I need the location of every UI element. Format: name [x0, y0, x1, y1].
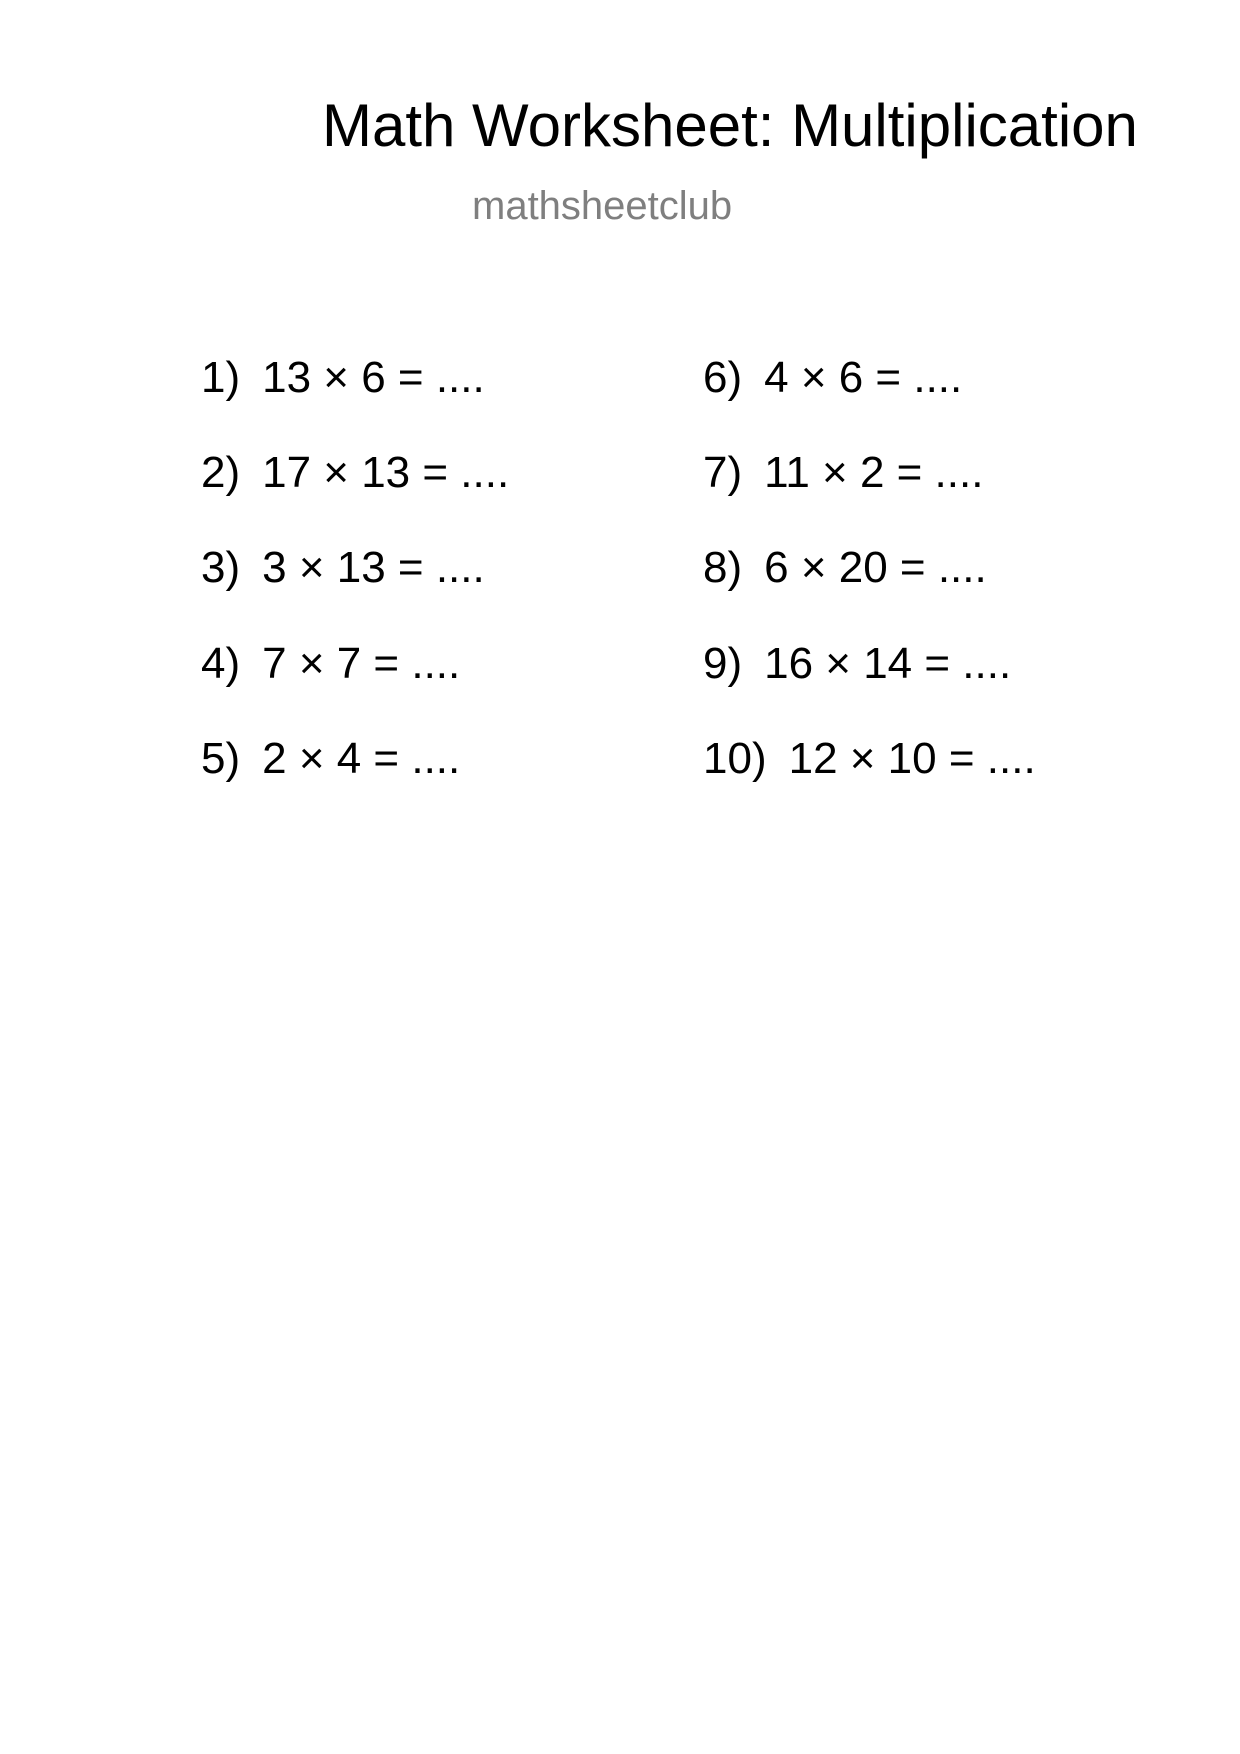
problem-item-2 [201, 448, 510, 497]
problem-expression: 13 × 6 = .... [262, 353, 485, 402]
problem-expression: 11 × 2 = .... [764, 448, 984, 497]
problem-expression: 3 × 13 = .... [262, 543, 485, 592]
problem-number: 3) [201, 543, 241, 592]
problem-number: 1) [201, 353, 241, 402]
problem-number: 7) [703, 448, 743, 497]
problem-item-5 [201, 734, 461, 783]
problem-item-4 [201, 639, 461, 688]
problem-expression: 6 × 20 = .... [764, 543, 987, 592]
problem-number: 4) [201, 639, 241, 688]
page-title: Math Worksheet: Multiplication [322, 92, 1138, 159]
problem-number: 6) [703, 353, 743, 402]
problem-item-10 [703, 734, 1036, 783]
problem-item-6 [703, 353, 963, 402]
problem-item-1 [201, 353, 485, 402]
problem-expression: 16 × 14 = .... [764, 639, 1012, 688]
problem-number: 2) [201, 448, 241, 497]
problem-item-3 [201, 543, 485, 592]
problem-expression: 12 × 10 = .... [788, 734, 1036, 783]
problem-expression: 2 × 4 = .... [262, 734, 461, 783]
problem-item-7 [703, 448, 984, 497]
problem-number: 8) [703, 543, 743, 592]
problem-item-9 [703, 639, 1012, 688]
problem-number: 10) [703, 734, 767, 783]
problem-number: 5) [201, 734, 241, 783]
problem-expression: 17 × 13 = .... [262, 448, 510, 497]
problem-number: 9) [703, 639, 743, 688]
problem-expression: 7 × 7 = .... [262, 639, 461, 688]
problem-item-8 [703, 543, 987, 592]
page-subtitle: mathsheetclub [472, 184, 733, 228]
problem-expression: 4 × 6 = .... [764, 353, 963, 402]
